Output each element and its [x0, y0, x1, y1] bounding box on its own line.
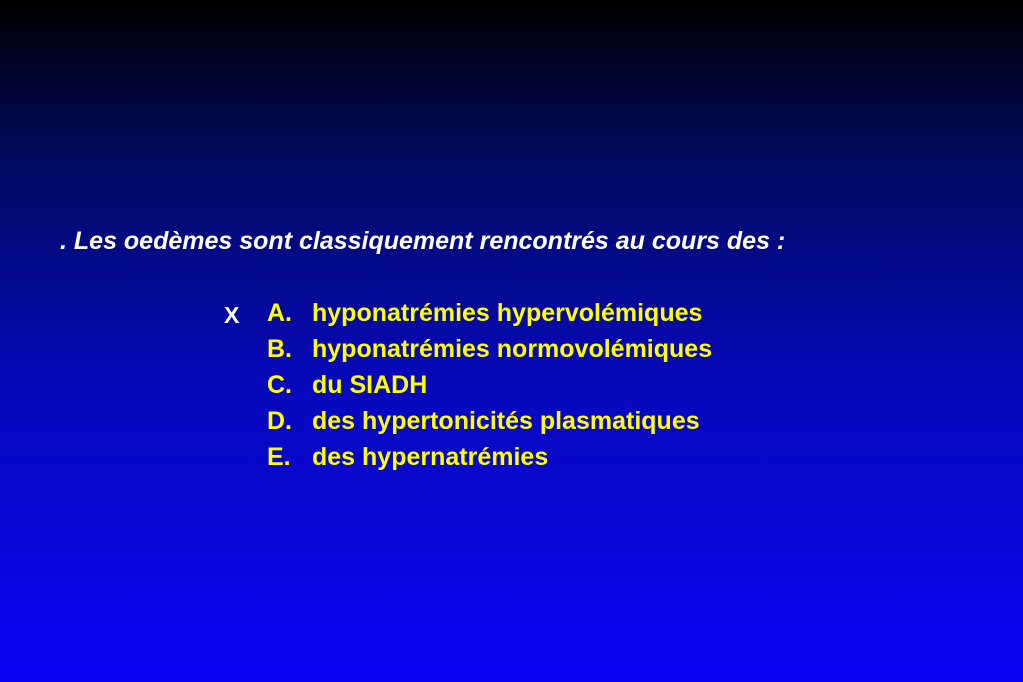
option-text: du SIADH — [312, 371, 428, 399]
option-letter: D. — [267, 407, 292, 435]
option-text: hyponatrémies hypervolémiques — [312, 299, 703, 327]
option-letter: C. — [267, 371, 292, 399]
answer-options-list — [267, 295, 712, 475]
option-letter: E. — [267, 443, 291, 471]
question-text: . Les oedèmes sont classiquement rencontrés au cours des : — [60, 227, 786, 255]
option-text: des hypertonicités plasmatiques — [312, 407, 700, 435]
answer-option-b — [267, 331, 712, 367]
answer-option-c — [267, 367, 712, 403]
answer-option-d — [267, 403, 712, 439]
option-text: des hypernatrémies — [312, 443, 549, 471]
option-letter: A. — [267, 299, 292, 327]
option-letter: B. — [267, 335, 292, 363]
answer-option-a — [267, 295, 712, 331]
option-text: hyponatrémies normovolémiques — [312, 335, 713, 363]
answer-option-e — [267, 439, 712, 475]
answer-marker: X — [224, 302, 240, 328]
